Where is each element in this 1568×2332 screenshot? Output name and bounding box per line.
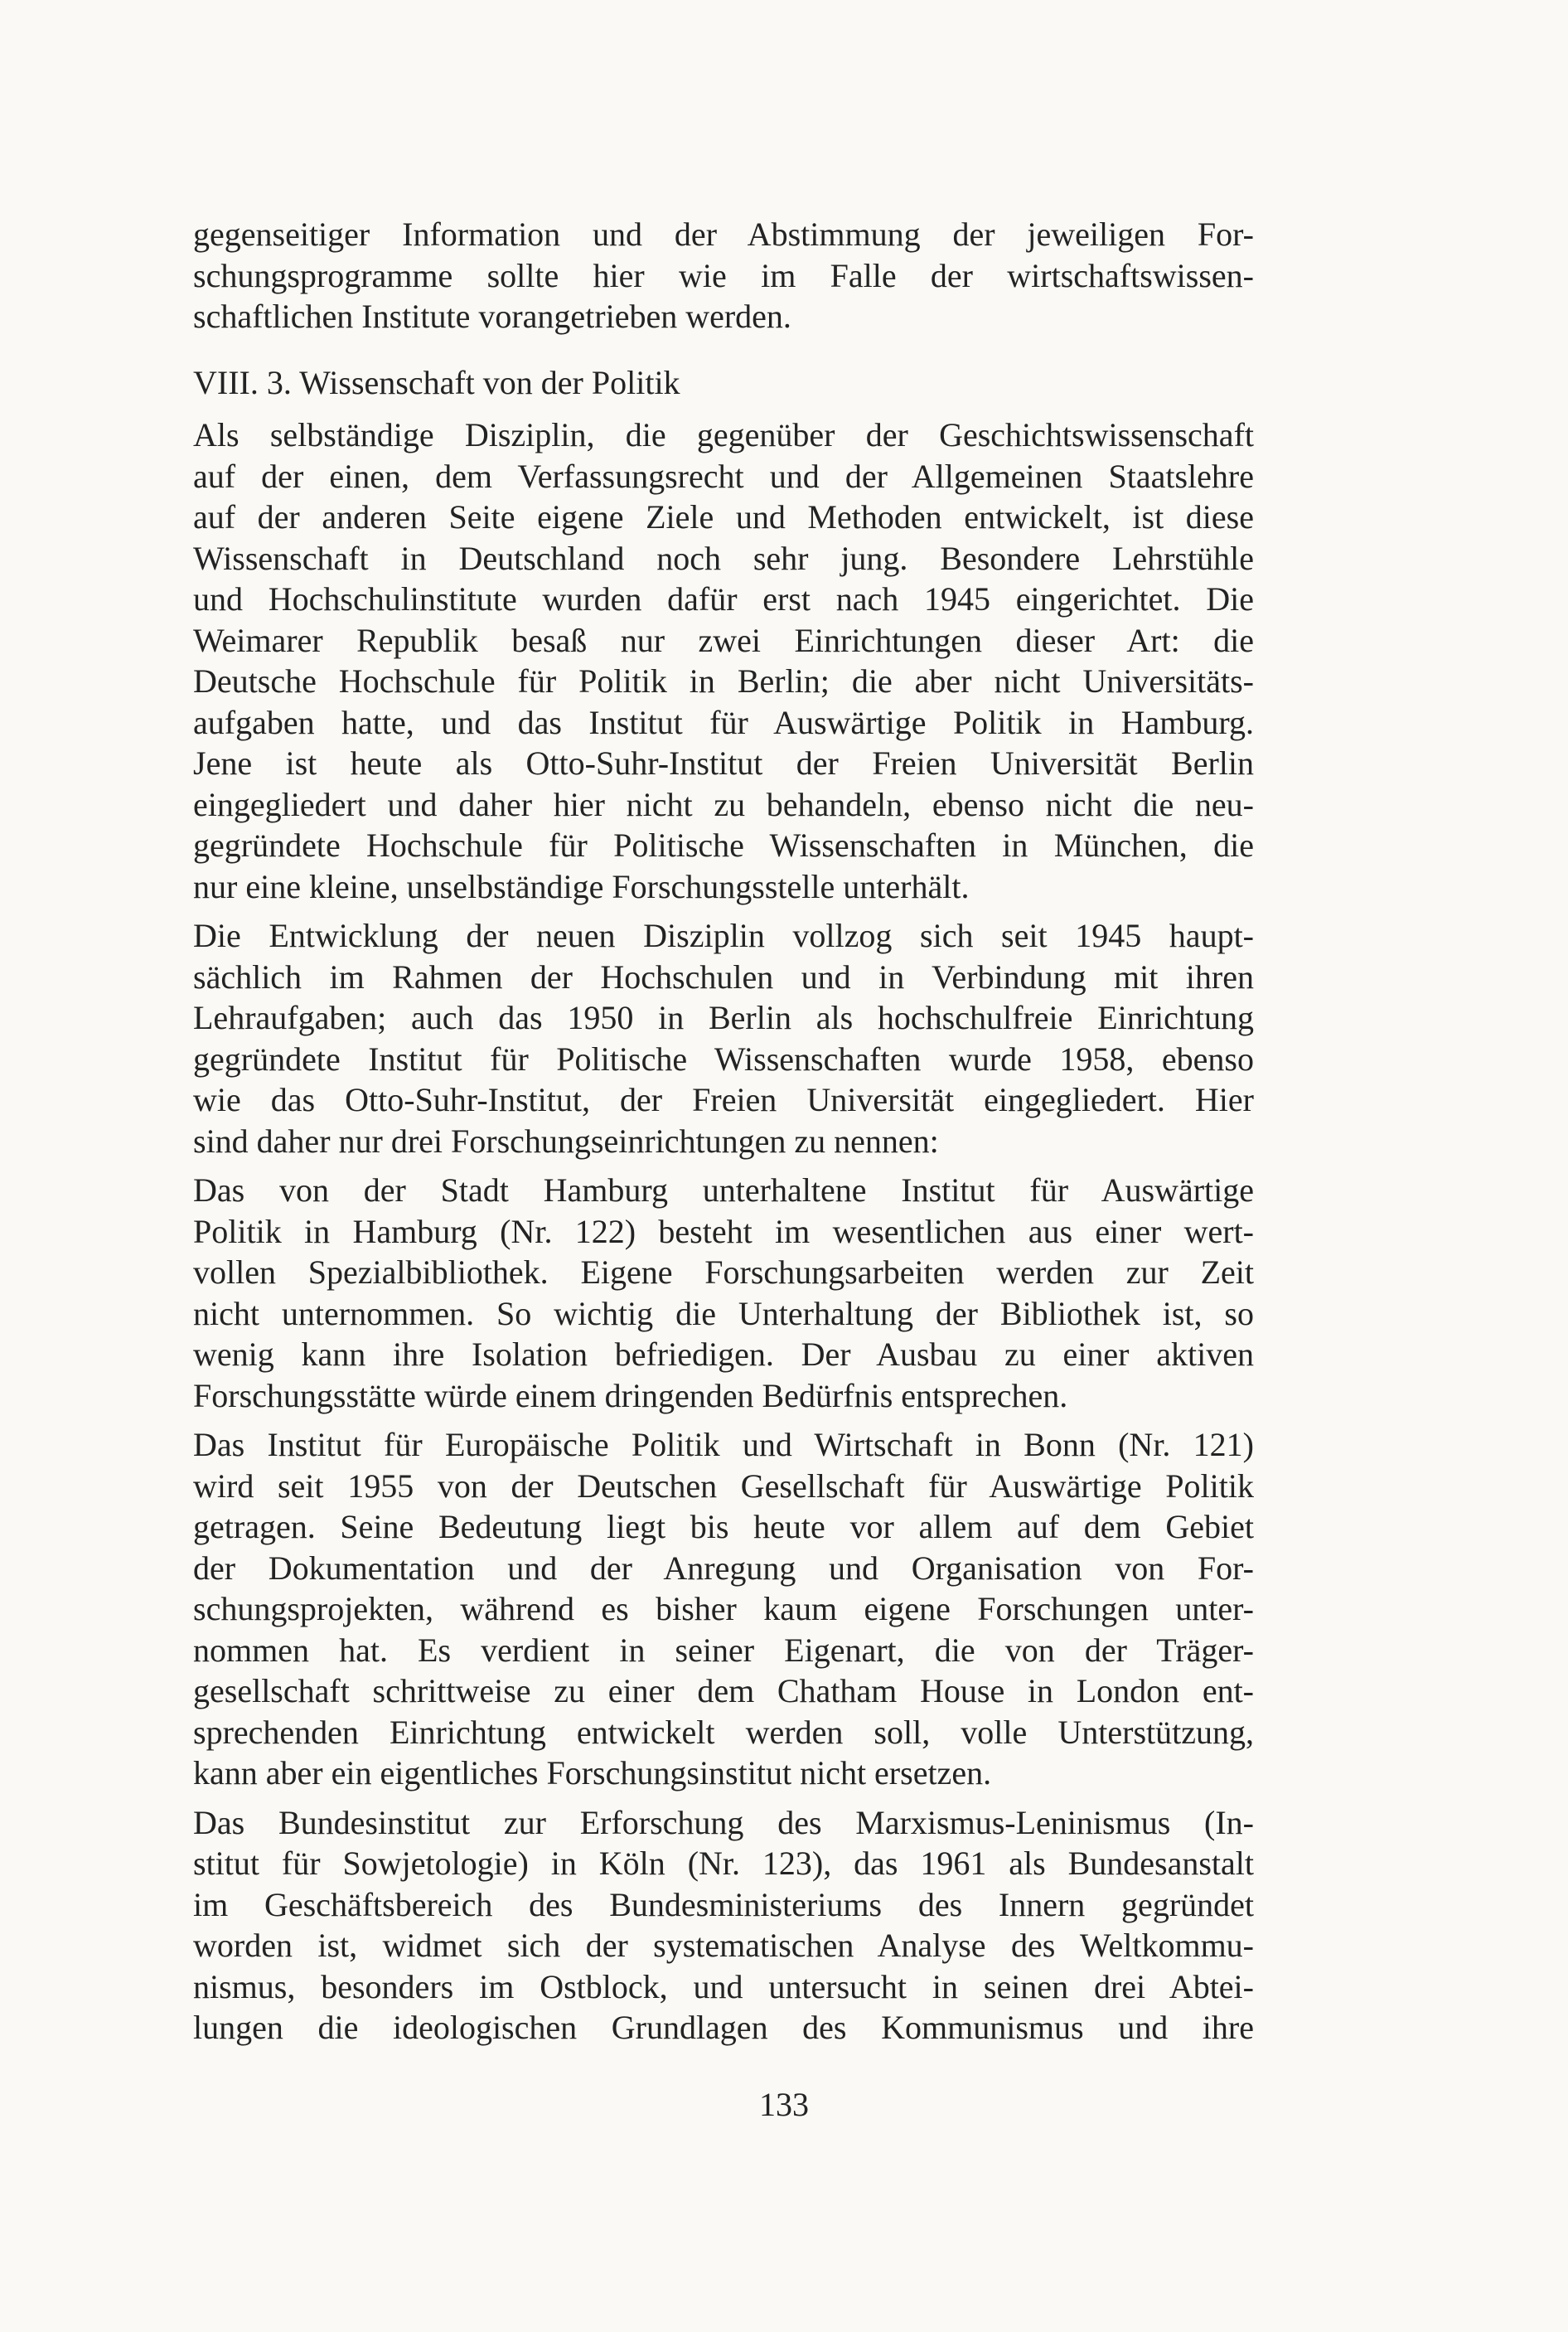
text-line: gegenseitiger Information und der Abstimmung der jeweiligen For- — [193, 216, 1254, 253]
paragraph — [193, 1170, 1254, 1416]
text-line: vollen Spezialbibliothek. Eigene Forschungsarbeiten werden zur Zeit — [193, 1253, 1254, 1291]
text-line: wird seit 1955 von der Deutschen Gesellschaft für Auswärtige Politik — [193, 1467, 1254, 1505]
text-line: Jene ist heute als Otto-Suhr-Institut der Freien Universität Berlin — [193, 744, 1254, 782]
text-line: aufgaben hatte, und das Institut für Auswärtige Politik in Hamburg. — [193, 703, 1254, 741]
text-line: gegründete Institut für Politische Wissenschaften wurde 1958, ebenso — [193, 1040, 1254, 1078]
text-line: schungsprogramme sollte hier wie im Falle der wirtschaftswissen- — [193, 256, 1254, 294]
text-line: Das von der Stadt Hamburg unterhaltene Institut für Auswärtige — [193, 1171, 1254, 1209]
text-line: getragen. Seine Bedeutung liegt bis heute vor allem auf dem Gebiet — [193, 1508, 1254, 1545]
text-line: gesellschaft schrittweise zu einer dem Chatham House in London ent- — [193, 1672, 1254, 1709]
text-line: nur eine kleine, unselbständige Forschungsstelle unterhält. — [193, 867, 970, 905]
text-line: Weimarer Republik besaß nur zwei Einrichtungen dieser Art: die — [193, 621, 1254, 659]
text-line: Wissenschaft in Deutschland noch sehr jung. Besondere Lehrstühle — [193, 539, 1254, 577]
text-line: Politik in Hamburg (Nr. 122) besteht im wesentlichen aus einer wert- — [193, 1212, 1254, 1250]
text-line: gegründete Hochschule für Politische Wissenschaften in München, die — [193, 827, 1254, 864]
text-line: Lehraufgaben; auch das 1950 in Berlin als hochschulfreie Einrichtung — [193, 999, 1254, 1036]
paragraph — [193, 415, 1254, 907]
text-line: nismus, besonders im Ostblock, und untersucht in seinen drei Abtei- — [193, 1967, 1254, 2005]
text-line: Das Bundesinstitut zur Erforschung des Marxismus-Leninismus (In- — [193, 1803, 1254, 1841]
text-line: Forschungsstätte würde einem dringenden Bedürfnis entsprechen. — [193, 1376, 1068, 1414]
text-line: wenig kann ihre Isolation befriedigen. Der Ausbau zu einer aktiven — [193, 1336, 1254, 1373]
text-line: nicht unternommen. So wichtig die Unterhaltung der Bibliothek ist, so — [193, 1294, 1254, 1332]
paragraph-continuation — [193, 214, 1254, 337]
section-heading — [193, 362, 1254, 404]
page-number: 133 — [759, 2086, 809, 2123]
text-line: lungen die ideologischen Grundlagen des Kommunismus und ihre — [193, 2009, 1254, 2046]
text-line: schaftlichen Institute vorangetrieben werden. — [193, 298, 791, 335]
text-line: worden ist, widmet sich der systematischen Analyse des Weltkommu- — [193, 1927, 1254, 1964]
text-line: sind daher nur drei Forschungseinrichtungen zu nennen: — [193, 1122, 939, 1160]
text-line: kann aber ein eigentliches Forschungsinstitut nicht ersetzen. — [193, 1754, 992, 1791]
paragraph — [193, 1802, 1254, 2048]
text-line: auf der anderen Seite eigene Ziele und Methoden entwickelt, ist diese — [193, 498, 1254, 536]
text-line: wie das Otto-Suhr-Institut, der Freien Universität eingegliedert. Hier — [193, 1081, 1254, 1118]
text-line: stitut für Sowjetologie) in Köln (Nr. 123), das 1961 als Bundesanstalt — [193, 1845, 1254, 1882]
text-line: Die Entwicklung der neuen Disziplin vollzog sich seit 1945 haupt- — [193, 917, 1254, 954]
text-line: Deutsche Hochschule für Politik in Berlin; die aber nicht Universitäts- — [193, 662, 1254, 700]
paragraph — [193, 915, 1254, 1161]
text-line: Das Institut für Europäische Politik und Wirtschaft in Bonn (Nr. 121) — [193, 1426, 1254, 1463]
text-line: sprechenden Einrichtung entwickelt werden soll, volle Unterstützung, — [193, 1713, 1254, 1751]
text-line: auf der einen, dem Verfassungsrecht und der Allgemeinen Staatslehre — [193, 457, 1254, 495]
text-line: der Dokumentation und der Anregung und Organisation von For- — [193, 1549, 1254, 1587]
text-line: nommen hat. Es verdient in seiner Eigenart, die von der Träger- — [193, 1631, 1254, 1669]
paragraph — [193, 1424, 1254, 1794]
text-line: sächlich im Rahmen der Hochschulen und in Verbindung mit ihren — [193, 958, 1254, 996]
heading-text: VIII. 3. Wissenschaft von der Politik — [193, 363, 680, 401]
text-line: und Hochschulinstitute wurden dafür erst nach 1945 eingerichtet. Die — [193, 580, 1254, 618]
text-line: im Geschäftsbereich des Bundesministeriums des Innern gegründet — [193, 1885, 1254, 1923]
text-line: eingegliedert und daher hier nicht zu behandeln, ebenso nicht die neu- — [193, 785, 1254, 823]
text-line: schungsprojekten, während es bisher kaum eigene Forschungen unter- — [193, 1590, 1254, 1627]
text-block — [193, 214, 1254, 2048]
text-line: Als selbständige Disziplin, die gegenüber der Geschichtswissenschaft — [193, 416, 1254, 453]
